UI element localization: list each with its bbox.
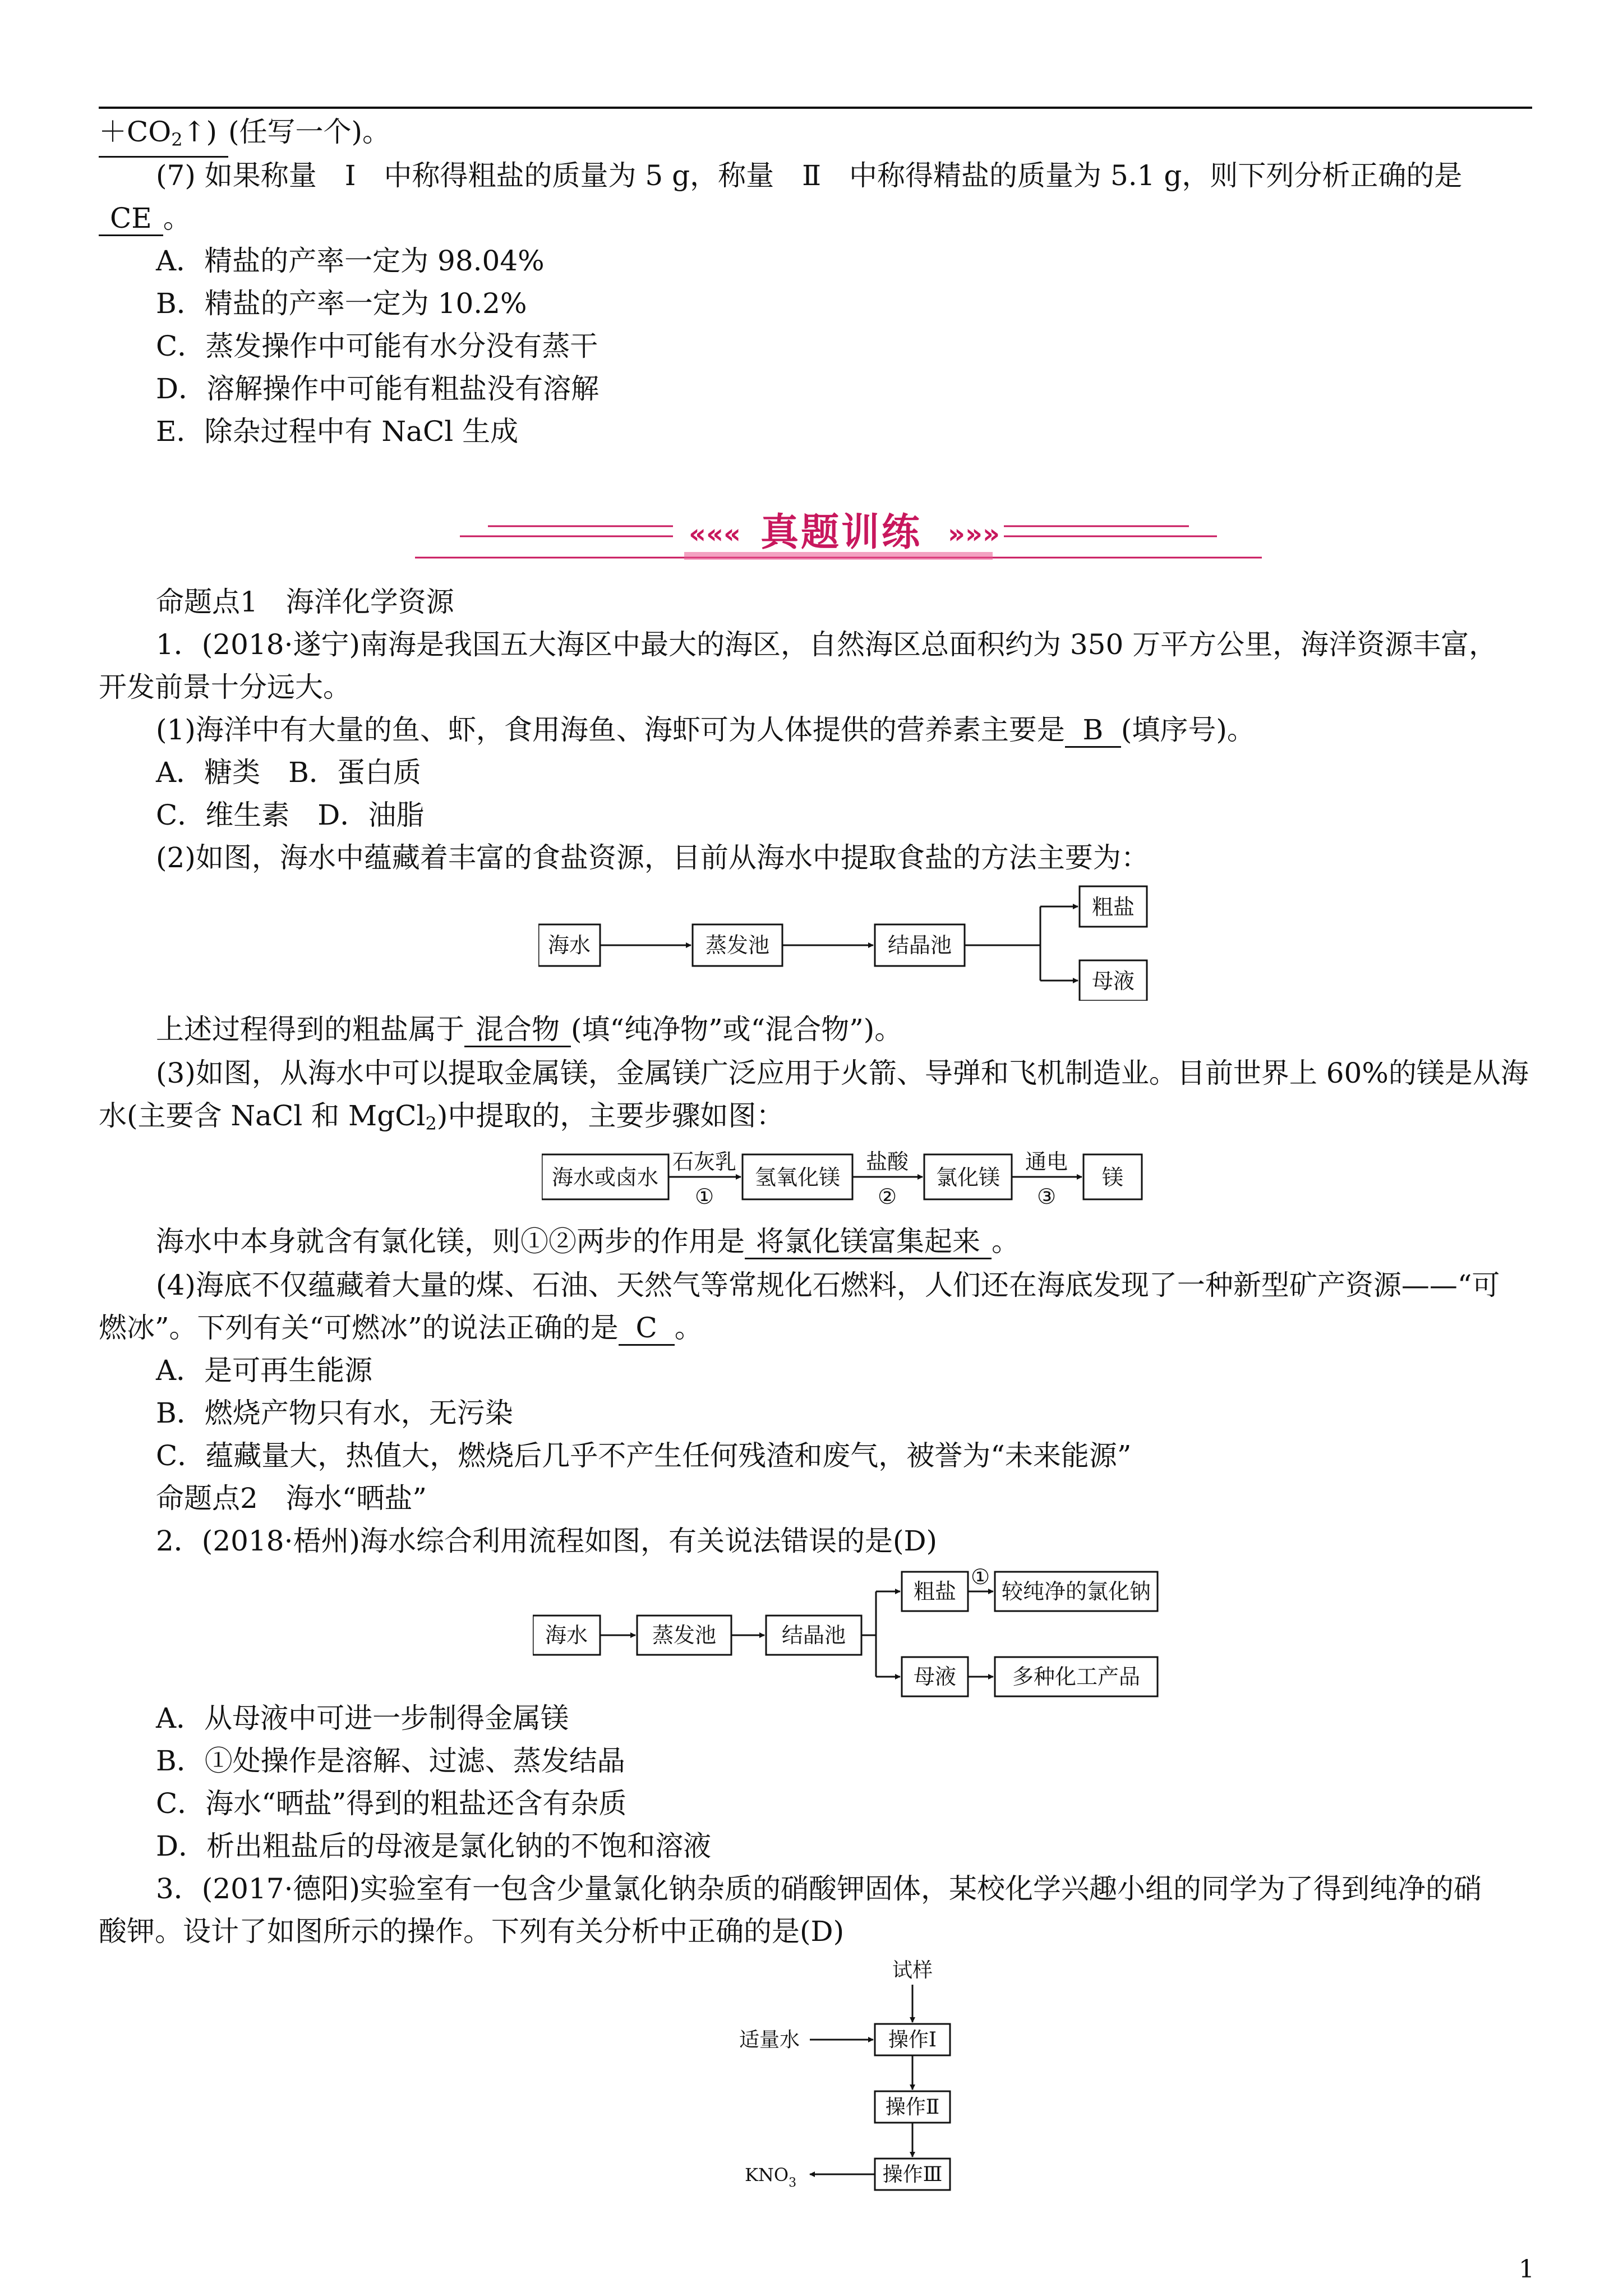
- q7-answer: CE: [99, 202, 163, 236]
- flow1-box-seawater: 海水: [547, 933, 591, 958]
- flow3-box-evaporation: 蒸发池: [652, 1623, 717, 1648]
- q1-part2-after: 上述过程得到的粗盐属于 混合物 (填“纯净物”或“混合物”)。: [156, 1011, 902, 1048]
- q3-stem-2: 酸钾。设计了如图所示的操作。下列有关分析中正确的是(D): [99, 1915, 845, 1948]
- q1-part1-options-row1: A．糖类 B．蛋白质: [156, 756, 421, 789]
- flow1-box-crystallization: 结晶池: [887, 933, 952, 958]
- q2-option-d: D．析出粗盐后的母液是氯化钠的不饱和溶液: [156, 1830, 712, 1862]
- flow2-box-mg-chloride: 氯化镁: [935, 1165, 1000, 1190]
- q2-option-a: A．从母液中可进一步制得金属镁: [156, 1702, 569, 1734]
- flow2-box-magnesium: 镁: [1101, 1165, 1124, 1190]
- flow2-reagent-electricity: 通电: [1025, 1149, 1068, 1174]
- q7-stem: (7) 如果称量 Ⅰ 中称得粗盐的质量为 5 g，称量 Ⅱ 中称得精盐的质量为 5.1 g，则下列分析正确的是: [156, 159, 1463, 192]
- q1-intro-1: 1．(2018·遂宁)南海是我国五大海区中最大的海区，自然海区总面积约为 350 万平方公里，海洋资源丰富，: [156, 628, 1497, 661]
- q1-intro-2: 开发前景十分远大。: [99, 671, 351, 703]
- q7-answer-line: CE 。: [99, 200, 191, 237]
- flow4-water: 适量水: [739, 2028, 800, 2051]
- flow2-box-seawater-brine: 海水或卤水: [551, 1165, 659, 1190]
- q1-part1-options-row2: C．维生素 D．油脂: [156, 799, 425, 831]
- flow3-box-crystallization: 结晶池: [781, 1623, 846, 1648]
- q1-part3-stem-1: (3)如图，从海水中可以提取金属镁，金属镁广泛应用于火箭、导弹和飞机制造业。目前世界上 60%的镁是从海: [156, 1057, 1529, 1089]
- seawater-utilization-flow-diagram: [533, 1565, 1161, 1697]
- section-left-deco: «««: [689, 518, 741, 550]
- flow2-step-2: ②: [877, 1184, 897, 1209]
- q7-option-e: E．除杂过程中有 NaCl 生成: [156, 415, 519, 448]
- flow2-reagent-lime: 石灰乳: [672, 1149, 737, 1174]
- q1-part4-stem-1: (4)海底不仅蕴藏着大量的煤、石油、天然气等常规化石燃料，人们还在海底发现了一种新型矿产资源——“可: [156, 1269, 1500, 1301]
- topic1-label: 命题点1 海洋化学资源: [156, 586, 454, 618]
- q1-part4-option-b: B．燃烧产物只有水，无污染: [156, 1397, 513, 1429]
- flow2-reagent-acid: 盐酸: [865, 1149, 909, 1174]
- flow3-box-mother-liquor: 母液: [913, 1664, 957, 1689]
- q1-part4-answer: C: [619, 1312, 675, 1346]
- flow3-box-chemical-products: 多种化工产品: [1012, 1664, 1141, 1689]
- q1-part3-answer: 将氯化镁富集起来: [745, 1225, 992, 1259]
- magnesium-flow-diagram: [542, 1139, 1159, 1217]
- flow4-sample: 试样: [892, 1959, 933, 1982]
- continuation-suffix: (任写一个)。: [228, 116, 391, 148]
- q7-option-d: D．溶解操作中可能有粗盐没有溶解: [156, 372, 600, 405]
- q1-part1: (1)海洋中有大量的鱼、虾，食用海鱼、海虾可为人体提供的营养素主要是 B (填序号)。: [156, 711, 1255, 748]
- q2-option-c: C．海水“晒盐”得到的粗盐还含有杂质: [156, 1787, 627, 1820]
- flow2-step-3: ③: [1036, 1184, 1057, 1209]
- flow1-box-crude-salt: 粗盐: [1091, 895, 1135, 919]
- q3-stem-1: 3．(2017·德阳)实验室有一包含少量氯化钠杂质的硝酸钾固体，某校化学兴趣小组的同学为了得到纯净的硝: [156, 1872, 1482, 1905]
- flow3-box-pure-nacl: 较纯净的氯化钠: [1001, 1579, 1151, 1604]
- flow3-box-seawater: 海水: [545, 1623, 588, 1648]
- q2-option-b: B．①处操作是溶解、过滤、蒸发结晶: [156, 1745, 625, 1777]
- q7-option-a: A．精盐的产率一定为 98.04%: [156, 245, 545, 277]
- flow2-step-1: ①: [694, 1184, 714, 1209]
- q1-part3-stem-2: 水(主要含 NaCl 和 MgCl$_2$)中提取的，主要步骤如图：: [99, 1099, 785, 1134]
- q7-option-b: B．精盐的产率一定为 10.2%: [156, 287, 527, 320]
- flow4-product: $KNO_3$: [745, 2164, 797, 2190]
- q1-part1-answer: B: [1065, 714, 1121, 748]
- flow3-box-crude-salt: 粗盐: [913, 1579, 957, 1604]
- sea-salt-flow-diagram: [538, 880, 1155, 1001]
- flow2-box-mg-hydroxide: 氢氧化镁: [754, 1165, 841, 1190]
- flow1-box-mother-liquor: 母液: [1091, 969, 1135, 993]
- q1-part2-answer: 混合物: [464, 1013, 571, 1047]
- topic2-label: 命题点2 海水“晒盐”: [156, 1482, 427, 1515]
- page-number: 1: [1519, 2255, 1534, 2284]
- continuation-line: [99, 113, 390, 158]
- flow4-op-2: 操作Ⅱ: [885, 2096, 940, 2119]
- header-rule: [99, 107, 1532, 109]
- flow4-op-1: 操作Ⅰ: [888, 2028, 937, 2051]
- section-title: 真题训练: [760, 510, 922, 555]
- q1-part4-option-a: A．是可再生能源: [156, 1354, 373, 1387]
- flow1-box-evaporation: 蒸发池: [705, 933, 770, 958]
- q1-part4-stem-2: 燃冰”。下列有关“可燃冰”的说法正确的是 C 。: [99, 1309, 703, 1346]
- q1-part4-option-c: C．蕴藏量大，热值大，燃烧后几乎不产生任何残渣和废气，被誉为“未来能源”: [156, 1439, 1132, 1472]
- flow4-op-3: 操作Ⅲ: [882, 2163, 943, 2186]
- flow3-step-1: ①: [970, 1565, 990, 1589]
- section-right-deco: »»»: [948, 518, 1000, 550]
- kno3-purification-flow-diagram: [735, 1957, 970, 2203]
- continuation-answer: $+CO_2↑$): [99, 116, 228, 158]
- q7-option-c: C．蒸发操作中可能有水分没有蒸干: [156, 330, 598, 362]
- q2-stem: 2．(2018·梧州)海水综合利用流程如图，有关说法错误的是(D): [156, 1525, 938, 1557]
- q1-part2-stem: (2)如图，海水中蕴藏着丰富的食盐资源，目前从海水中提取食盐的方法主要为：: [156, 841, 1149, 874]
- q1-part3-after: 海水中本身就含有氯化镁，则①②两步的作用是 将氯化镁富集起来 。: [156, 1223, 1020, 1260]
